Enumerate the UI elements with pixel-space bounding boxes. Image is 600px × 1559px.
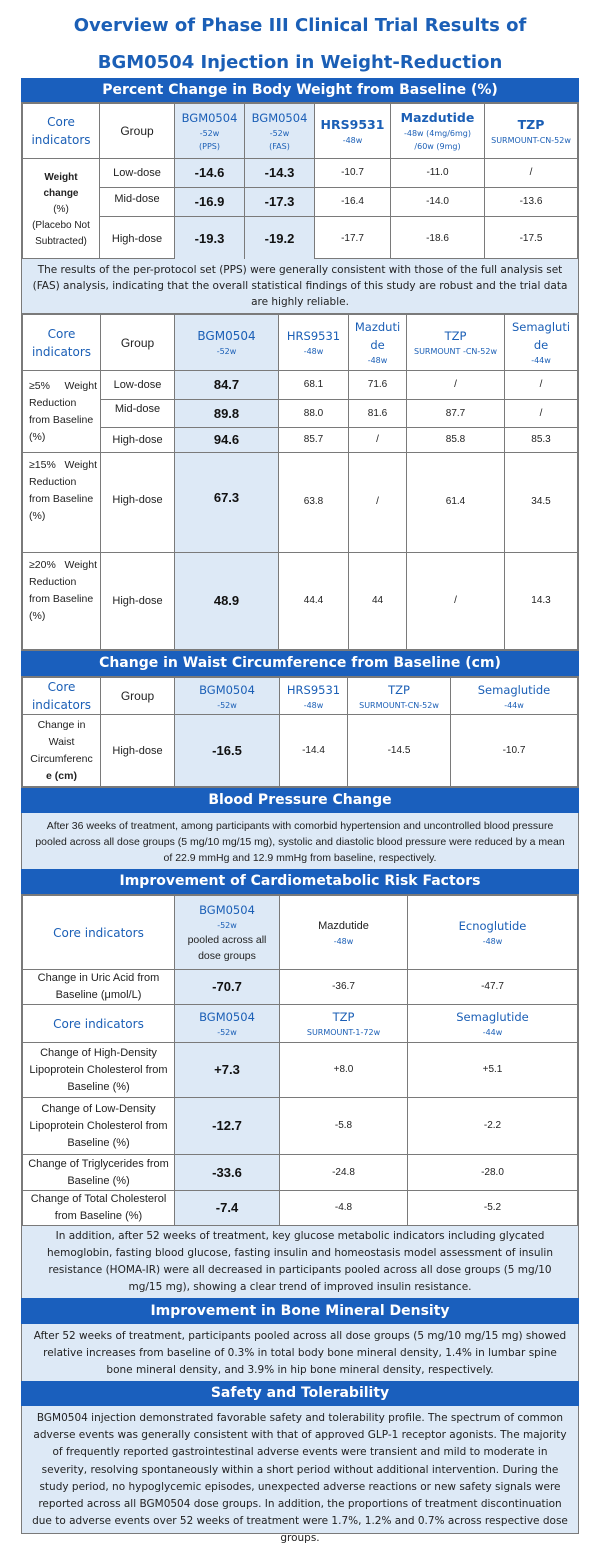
group-cell: Mid-dose — [101, 400, 175, 428]
group-cell: Low-dose — [100, 159, 175, 188]
col-drug-semaglutide: Semagluti de -44w — [505, 315, 578, 371]
row-label-uric-acid: Change in Uric Acid from Baseline (μmol/L) — [23, 970, 175, 1005]
value-cell: 87.7 — [407, 400, 505, 428]
col-core-indicators: Core indicators — [23, 1005, 175, 1043]
value-cell: 44.4 — [279, 553, 349, 650]
value-cell: 85.8 — [407, 428, 505, 453]
value-cell: / — [485, 159, 578, 188]
value-cell: 67.3 — [175, 453, 279, 553]
table-header-row — [23, 104, 578, 159]
value-cell: -4.8 — [280, 1191, 408, 1226]
row-label-waist: Change in Waist Circumferenc e (cm) — [23, 715, 101, 787]
value-cell: -14.5 — [348, 715, 451, 787]
col-group: Group — [101, 315, 175, 371]
value-cell: / — [349, 428, 407, 453]
value-cell: -70.7 — [175, 970, 280, 1005]
value-cell: / — [505, 400, 578, 428]
value-cell: 68.1 — [279, 371, 349, 400]
row-label-hdl: Change of High-Density Lipoprotein Cholesterol from Baseline (%) — [23, 1043, 175, 1098]
value-cell: 84.7 — [175, 371, 279, 400]
value-cell: 85.3 — [505, 428, 578, 453]
col-core-indicators: Core indicators — [23, 104, 100, 159]
uric-acid-table — [21, 894, 579, 1005]
table-row — [23, 159, 578, 188]
table-row — [23, 1155, 578, 1191]
table-row — [23, 453, 578, 553]
table-row — [23, 1191, 578, 1226]
value-cell: -18.6 — [391, 217, 485, 261]
waist-circumference-table — [21, 676, 579, 788]
table-row — [23, 428, 578, 453]
blood-pressure-note: After 36 weeks of treatment, among participants with comorbid hypertension and uncontrolled blood pressure pooled across all dose groups (5 mg/10 mg/15 mg), systolic and diastolic blood pressure were reduced by a mean of 22.9 mmHg and 12.9 mmHg from baseline, respectively. — [21, 813, 579, 869]
group-cell: High-dose — [101, 553, 175, 650]
row-label-weight-change: Weight change (%) (Placebo Not Subtracted) — [23, 159, 100, 261]
value-cell: -17.5 — [485, 217, 578, 261]
page-title-line-2: BGM0504 Injection in Weight-Reduction — [97, 52, 503, 73]
row-label-20pct: ≥20% Weight Reduction from Baseline (%) — [23, 553, 101, 650]
table-header-row — [23, 315, 578, 371]
value-cell: -19.3 — [175, 217, 245, 261]
value-cell: -13.6 — [485, 188, 578, 217]
section-header-body-weight: Percent Change in Body Weight from Baseline (%) — [21, 78, 579, 102]
col-drug-bgm0504-fas: BGM0504 -52w (FAS) — [245, 104, 315, 159]
row-label-triglycerides: Change of Triglycerides from Baseline (%) — [23, 1155, 175, 1191]
col-core-indicators: Core indicators — [23, 315, 101, 371]
value-cell: -12.7 — [175, 1098, 280, 1155]
table-row — [23, 217, 578, 261]
group-cell: High-dose — [101, 453, 175, 553]
section-header-bone-density: Improvement in Bone Mineral Density — [21, 1298, 579, 1324]
table-row — [23, 400, 578, 428]
value-cell: -14.4 — [280, 715, 348, 787]
col-drug-bgm0504: BGM0504 -52w pooled across all dose groups — [175, 896, 280, 970]
value-cell: 61.4 — [407, 453, 505, 553]
value-cell: +7.3 — [175, 1043, 280, 1098]
value-cell: 44 — [349, 553, 407, 650]
table-header-row — [23, 1005, 578, 1043]
col-group: Group — [100, 104, 175, 159]
page-title-line-1: Overview of Phase III Clinical Trial Results of — [73, 15, 527, 36]
value-cell: -7.4 — [175, 1191, 280, 1226]
group-cell: High-dose — [101, 715, 175, 787]
table-row — [23, 188, 578, 217]
row-label-15pct: ≥15% Weight Reduction from Baseline (%) — [23, 453, 101, 553]
value-cell: / — [407, 553, 505, 650]
section-header-blood-pressure: Blood Pressure Change — [21, 788, 579, 813]
col-drug-mazdutide: Mazdutide -48w (4mg/6mg) /60w (9mg) — [391, 104, 485, 159]
value-cell: / — [349, 453, 407, 553]
col-drug-tzp: TZP SURMOUNT-1-72w — [280, 1005, 408, 1043]
col-group: Group — [101, 678, 175, 715]
col-drug-hrs9531: HRS9531 -48w — [280, 678, 348, 715]
value-cell: 71.6 — [349, 371, 407, 400]
bone-density-note: After 52 weeks of treatment, participants pooled across all dose groups (5 mg/10 mg/15 mg) showed relative increases from baseline of 0.3% in total body bone mineral density, 1.4% in lumbar spine bone mineral density, and 3.9% in hip bone mineral density, respectively. — [21, 1324, 579, 1381]
col-drug-mazdutide: Mazdutide -48w — [280, 896, 408, 970]
table-row — [23, 371, 578, 400]
value-cell: -5.8 — [280, 1098, 408, 1155]
table-row — [23, 970, 578, 1005]
row-label-total-cholesterol: Change of Total Cholesterol from Baseline (%) — [23, 1191, 175, 1226]
table-row — [23, 1043, 578, 1098]
col-drug-tzp: TZP SURMOUNT -CN-52w — [407, 315, 505, 371]
col-core-indicators: Core indicators — [23, 896, 175, 970]
value-cell: -33.6 — [175, 1155, 280, 1191]
col-drug-bgm0504: BGM0504 -52w — [175, 315, 279, 371]
value-cell: +8.0 — [280, 1043, 408, 1098]
value-cell: -17.7 — [315, 217, 391, 261]
safety-note: BGM0504 injection demonstrated favorable safety and tolerability profile. The spectrum of common adverse events was generally consistent with that of approved GLP-1 receptor agonists. The majority of frequently reported gastrointestinal adverse events were transient and mild to moderate in severity, resolving spontaneously within a short period without additional intervention. During the study period, no hypoglycemic episodes, unexpected adverse reactions or new safety signals were reported across all BGM0504 dose groups. In addition, the proportions of treatment discontinuation due to adverse events over 52 weeks of treatment were 1.7%, 1.2% and 0.7% across respective dose groups. — [21, 1406, 579, 1534]
col-drug-semaglutide: Semaglutide -44w — [451, 678, 578, 715]
table-header-row — [23, 896, 578, 970]
value-cell: 88.0 — [279, 400, 349, 428]
col-drug-semaglutide: Semaglutide -44w — [408, 1005, 578, 1043]
group-cell: Mid-dose — [100, 188, 175, 217]
col-drug-bgm0504: BGM0504 -52w — [175, 678, 280, 715]
value-cell: 34.5 — [505, 453, 578, 553]
table-row — [23, 553, 578, 650]
value-cell: -10.7 — [451, 715, 578, 787]
value-cell: -5.2 — [408, 1191, 578, 1226]
table-row — [23, 1098, 578, 1155]
table-header-row — [23, 678, 578, 715]
value-cell: 48.9 — [175, 553, 279, 650]
value-cell: -11.0 — [391, 159, 485, 188]
value-cell: -17.3 — [245, 188, 315, 217]
section-header-cardiometabolic: Improvement of Cardiometabolic Risk Factors — [21, 869, 579, 894]
value-cell: +5.1 — [408, 1043, 578, 1098]
col-drug-tzp: TZP SURMOUNT-CN-52w — [485, 104, 578, 159]
value-cell: -28.0 — [408, 1155, 578, 1191]
col-drug-bgm0504: BGM0504 -52w — [175, 1005, 280, 1043]
col-drug-tzp: TZP SURMOUNT-CN-52w — [348, 678, 451, 715]
value-cell: -14.0 — [391, 188, 485, 217]
value-cell: -24.8 — [280, 1155, 408, 1191]
col-drug-ecnoglutide: Ecnoglutide -48w — [408, 896, 578, 970]
lipid-table — [21, 1004, 579, 1226]
value-cell: -16.5 — [175, 715, 280, 787]
value-cell: -16.4 — [315, 188, 391, 217]
value-cell: -36.7 — [280, 970, 408, 1005]
pps-fas-note: The results of the per-protocol set (PPS) were generally consistent with those of the full analysis set (FAS) analysis, indicating that the overall statistical findings of this study are robust and the trial data are highly reliable. — [21, 259, 579, 313]
group-cell: High-dose — [100, 217, 175, 261]
col-drug-hrs9531: HRS9531 -48w — [279, 315, 349, 371]
value-cell: -47.7 — [408, 970, 578, 1005]
group-cell: High-dose — [101, 428, 175, 453]
value-cell: -10.7 — [315, 159, 391, 188]
table-row — [23, 715, 578, 787]
value-cell: -2.2 — [408, 1098, 578, 1155]
value-cell: 94.6 — [175, 428, 279, 453]
value-cell: -14.6 — [175, 159, 245, 188]
col-drug-bgm0504-pps: BGM0504 -52w (PPS) — [175, 104, 245, 159]
value-cell: 85.7 — [279, 428, 349, 453]
glucose-metabolism-note: In addition, after 52 weeks of treatment, key glucose metabolic indicators including glycated hemoglobin, fasting blood glucose, fasting insulin and homeostasis model assessment of insulin resistance (HOMA-IR) were all decreased in participants pooled across all dose groups (5 mg/10 mg/15 mg), showing a clear trend of improved insulin resistance. — [21, 1226, 579, 1298]
body-weight-table — [21, 102, 579, 259]
value-cell: -14.3 — [245, 159, 315, 188]
row-label-ldl: Change of Low-Density Lipoprotein Cholesterol from Baseline (%) — [23, 1098, 175, 1155]
weight-reduction-proportion-table — [21, 313, 579, 651]
group-cell: Low-dose — [101, 371, 175, 400]
col-drug-mazdutide: Mazduti de -48w — [349, 315, 407, 371]
section-header-safety: Safety and Tolerability — [21, 1381, 579, 1406]
col-core-indicators: Core indicators — [23, 678, 101, 715]
value-cell: / — [505, 371, 578, 400]
value-cell: 81.6 — [349, 400, 407, 428]
value-cell: 14.3 — [505, 553, 578, 650]
row-label-5pct: ≥5% Weight Reduction from Baseline (%) — [23, 371, 101, 453]
value-cell: 63.8 — [279, 453, 349, 553]
value-cell: 89.8 — [175, 400, 279, 428]
value-cell: -16.9 — [175, 188, 245, 217]
value-cell: -19.2 — [245, 217, 315, 261]
section-header-waist: Change in Waist Circumference from Baseline (cm) — [21, 651, 579, 676]
value-cell: / — [407, 371, 505, 400]
col-drug-hrs9531: HRS9531 -48w — [315, 104, 391, 159]
